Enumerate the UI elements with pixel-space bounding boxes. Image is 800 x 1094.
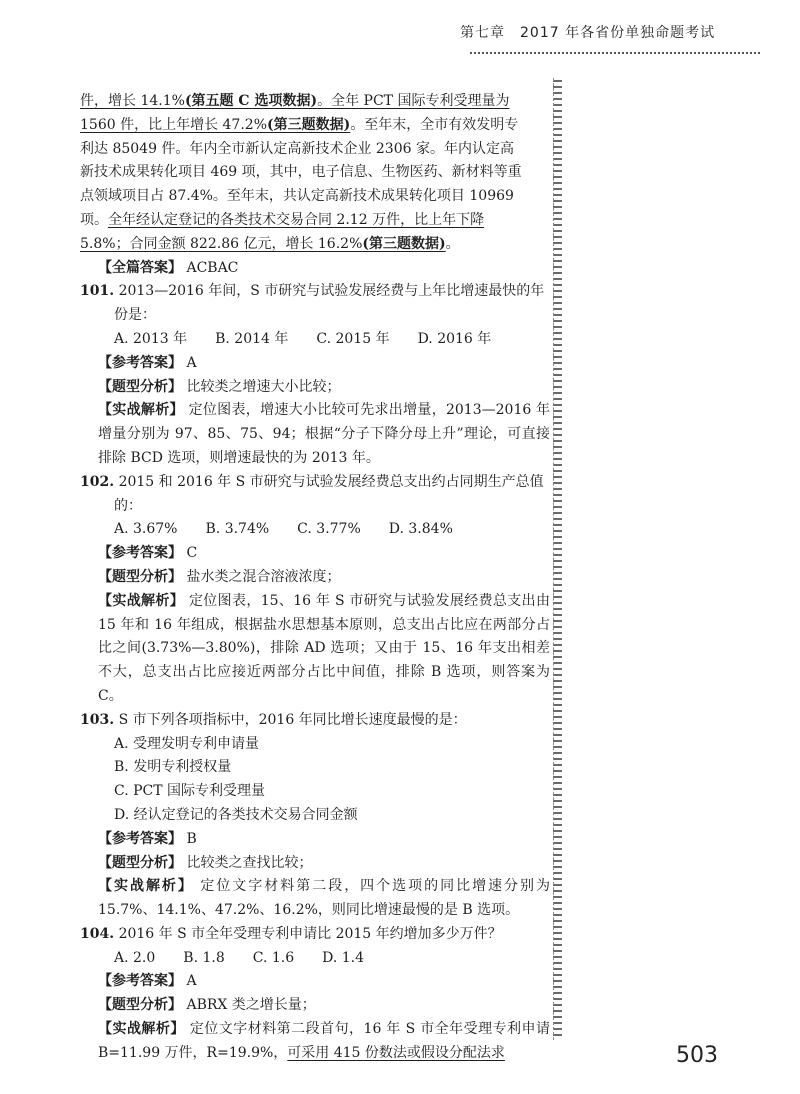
type-label: 【题型分析】 [98, 997, 182, 1014]
option-a: A. 3.67% [114, 521, 178, 538]
option-a: A. 受理发明专利申请量 [114, 735, 260, 752]
question-number: 104. [80, 925, 115, 942]
intro-note: (第三题数据) [362, 235, 446, 252]
intro-note: (第三题数据) [267, 116, 351, 133]
option-d: D. 1.4 [322, 949, 365, 966]
option-c: C. PCT 国际专利受理量 [114, 783, 266, 800]
answer-label: 【参考答案】 [98, 545, 182, 562]
option-d: D. 3.84% [388, 521, 453, 538]
type-value: 比较类之增速大小比较； [186, 378, 341, 395]
answer-label: 【参考答案】 [98, 354, 182, 371]
intro-text: 点领域项目占 87.4%。至年末，共认定高新技术成果转化项目 10969 [80, 188, 514, 205]
solution-text-underlined: 可采用 415 份数法或假设分配法求 [287, 1044, 505, 1061]
question-text: 2013—2016 年间，S 市研究与试验发展经费与上年比增速最快的年份是： [114, 283, 545, 324]
option-b: B. 发明专利授权量 [114, 759, 232, 776]
solution-text: 定位图表，15、16 年 S 市研究与试验发展经费总支出由 15 年和 16 年组成，根据盐水思想基本原则，总支出占比应在两部分占比之间(3.73%—3.80%)，排除 AD 选项；又由于 15、16 年支出相差不大，总支出占比应接近两部分占比中间值，排除 B 选项，则答案为 C。 [98, 592, 550, 704]
answer-value: C [186, 545, 198, 562]
option-c: C. 1.6 [252, 949, 295, 966]
margin-wavy-line [553, 78, 562, 1040]
option-c: C. 2015 年 [316, 330, 390, 347]
page-number: 503 [676, 1043, 718, 1068]
running-header: 第七章 2017 年各省份单独命题考试 [460, 25, 716, 41]
question-104 [80, 923, 550, 947]
option-d: D. 经认定登记的各类技术交易合同金额 [114, 806, 358, 823]
question-103 [80, 709, 550, 733]
full-answer-value: ACBAC [186, 259, 239, 276]
intro-text: 利达 85049 件。年内全市新认定高新技术企业 2306 家。年内认定高 [80, 140, 514, 157]
question-102 [80, 471, 550, 519]
intro-text: 1560 件，比上年增长 47.2% [80, 116, 268, 133]
intro-text: 新技术成果转化项目 469 项，其中，电子信息、生物医药、新材料等重 [80, 164, 522, 181]
intro-text: 件，增长 14.1% [80, 93, 185, 109]
question-101 [80, 280, 550, 328]
intro-text: 。 [445, 235, 460, 252]
answer-label: 【参考答案】 [98, 973, 182, 990]
intro-text: 5.8%；合同金额 822.86 亿元，增长 16.2% [80, 235, 363, 252]
option-d: D. 2016 年 [417, 330, 492, 347]
type-label: 【题型分析】 [98, 854, 182, 871]
question-text: 2015 和 2016 年 S 市研究与试验发展经费总支出约占同期生产总值的： [114, 473, 544, 514]
option-a: A. 2.0 [114, 949, 156, 966]
options-102 [80, 518, 550, 542]
intro-text: 。全年 PCT 国际专利受理量为 [317, 93, 510, 109]
options-101 [80, 328, 550, 352]
type-label: 【题型分析】 [98, 568, 182, 585]
intro-text: 全年经认定登记的各类技术交易合同 2.12 万件，比上年下降 [108, 211, 485, 228]
type-value: 盐水类之混合溶液浓度； [186, 568, 341, 585]
solution-label: 【实战解析】 [98, 878, 194, 895]
question-number: 101. [80, 283, 115, 300]
type-value: 比较类之查找比较； [186, 854, 313, 871]
question-number: 102. [80, 473, 115, 490]
option-b: B. 1.8 [183, 949, 225, 966]
type-label: 【题型分析】 [98, 378, 182, 395]
answer-value: A [186, 973, 197, 990]
option-b: B. 3.74% [205, 521, 270, 538]
question-text: 2016 年 S 市全年受理专利申请比 2015 年约增加多少万件？ [118, 925, 502, 942]
question-text: S 市下列各项指标中，2016 年同比增长速度最慢的是： [118, 711, 467, 728]
intro-paragraph [80, 90, 550, 257]
intro-note: (第五题 C 选项数据) [184, 93, 318, 109]
solution-label: 【实战解析】 [98, 1021, 185, 1038]
header-divider [470, 52, 760, 54]
solution-label: 【实战解析】 [98, 402, 184, 419]
type-value: ABRX 类之增长量； [186, 997, 316, 1014]
solution-text: 定位文字材料第二段，四个选项的同比增速分别为 15.7%、14.1%、47.2%、16.2%，则同比增速最慢的是 B 选项。 [98, 878, 551, 919]
answer-label: 【参考答案】 [98, 830, 182, 847]
answer-value: B [186, 830, 197, 847]
full-answer-label: 【全篇答案】 [98, 259, 182, 276]
solution-label: 【实战解析】 [98, 592, 185, 609]
options-104 [80, 947, 550, 971]
question-number: 103. [80, 711, 115, 728]
option-c: C. 3.77% [297, 521, 361, 538]
intro-text: 。至年末，全市有效发明专 [350, 116, 519, 133]
page-body [80, 90, 550, 1066]
option-a: A. 2013 年 [114, 330, 188, 347]
option-b: B. 2014 年 [215, 330, 289, 347]
solution-text: 定位文字材料第二段首句，16 年 S 市全年受理专利申请 B=11.99 万件，R=19.9%， [98, 1021, 551, 1061]
solution-text: 定位图表，增速大小比较可先求出增量，2013—2016 年增量分别为 97、85、75、94；根据“分子下降分母上升”理论，可直接排除 BCD 选项，则增速最快的为 2013 年。 [98, 402, 551, 466]
intro-text: 项。 [80, 211, 108, 228]
answer-value: A [186, 354, 197, 371]
